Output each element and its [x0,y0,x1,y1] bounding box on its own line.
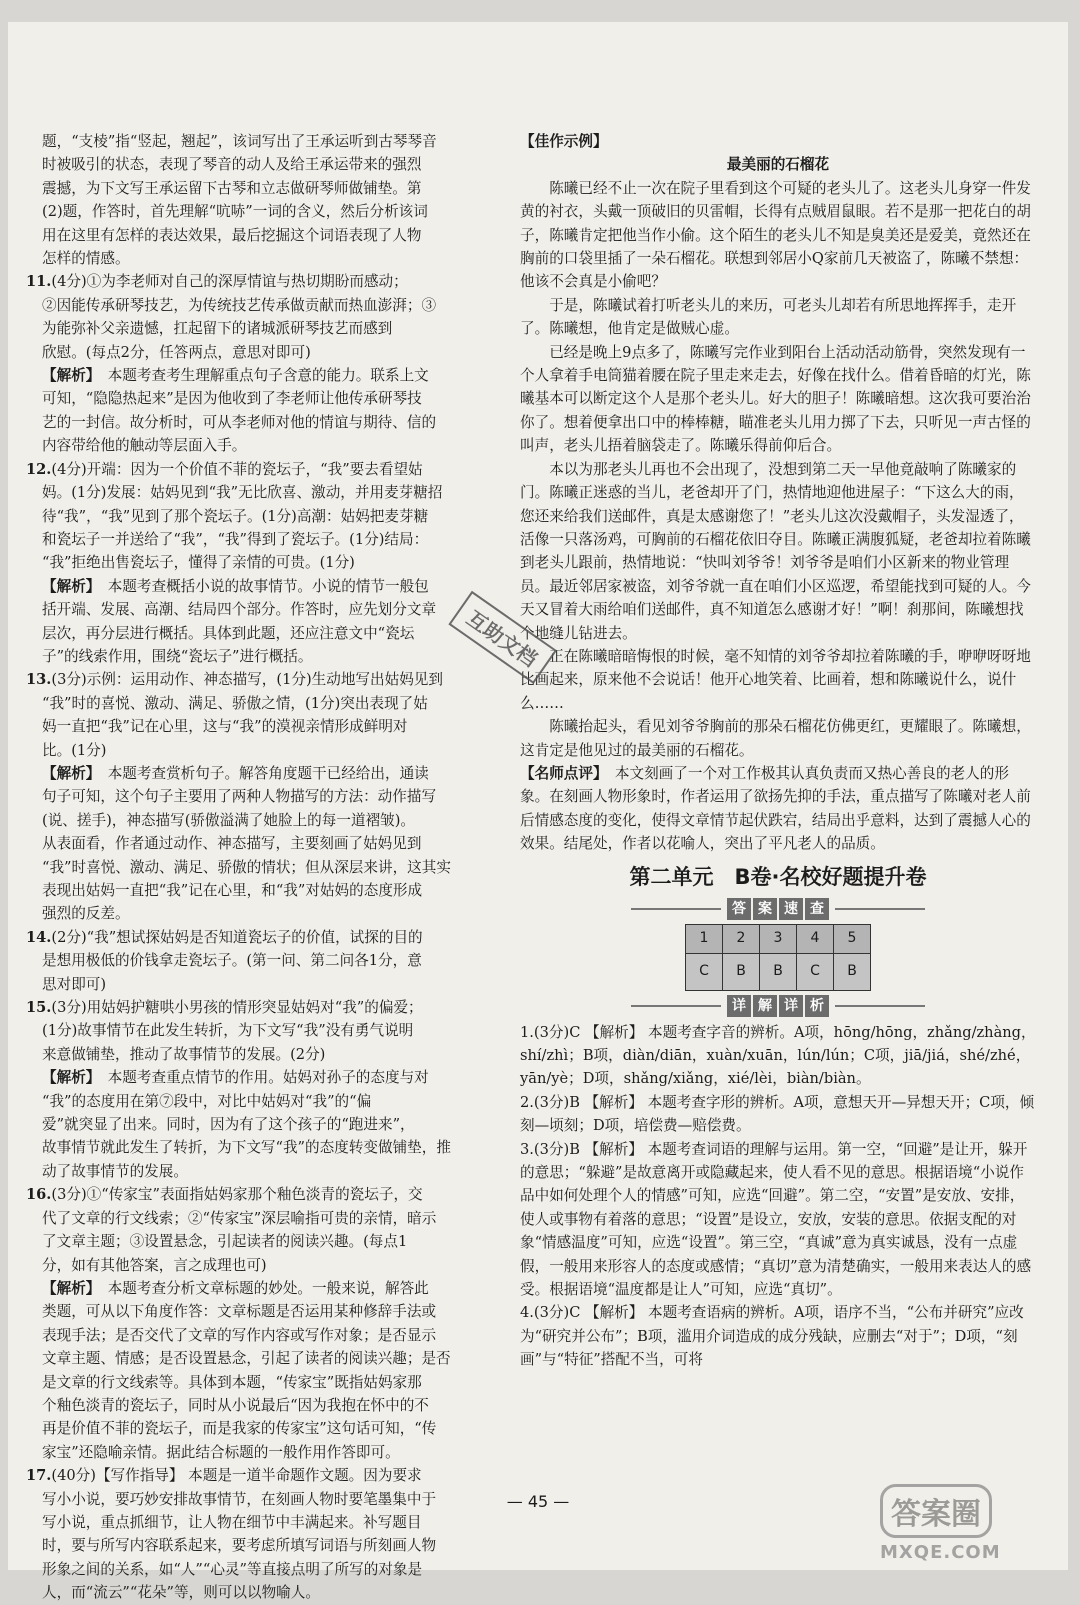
answer-line: 是想用极低的价钱拿走瓷坛子。(第一问、第二问各1分，意 [42,952,422,970]
unit-title: 第二单元 B卷·名校好题提升卷 [629,864,927,889]
analysis-line: “我”时喜悦、激动、满足、骄傲的情状；但从深层来讲，这其实 [42,858,451,876]
answer-line: (3分)示例：运用动作、神态描写，(1分)生动地写出姑妈见到 [51,671,443,689]
analysis-tag: 【解析】 [42,577,94,595]
detail-answer-2: 2.(3分)B 【解析】 本题考查字形的辨析。A项，意想天开—异想天开；C项，倾刻—顷刻；D项，培偿费—赔偿费。 [520,1093,1035,1135]
logo-url: MXQE.COM [880,1542,1001,1563]
answer-number-cell: 2 [723,924,760,953]
story-paragraph: 陈曦已经不止一次在院子里看到这个可疑的老头儿了。这老头儿身穿一件发黄的衬衣，头戴一顶破旧的贝雷帽，长得有点贼眉鼠眼。若不是那一把花白的胡子，陈曦肯定把他当作小偷。这个陌生的老头儿不知是臭美还是爱美，竟然还在胸前的口袋里插了一朵石榴花。联想到邻居小Q家前几天被盗了，陈曦不禁想：他该不会真是小偷吧？ [520,179,1031,291]
analysis-line: 是文章的行文线索等。具体到本题，“传家宝”既指姑妈家那 [42,1373,422,1391]
intro-block [26,130,520,270]
detail-answer-4: 4.(3分)C 【解析】 本题考查语病的辨析。A项，语序不当，“公布并研究”应改为“研究并公布”；B项，滥用介词造成的成分残缺，应删去“对于”；D项，“刻画”与“特征”搭配不当，可将 [520,1304,1024,1369]
answer-number: 12. [26,460,52,478]
comment-text: 本文刻画了一个对工作极其认真负责而又热心善良的老人的形象。在刻画人物形象时，作者运用了欲扬先抑的手法，重点描写了陈曦对老人前后情感态度的变化，使得文章情节起伏跌宕，结局出乎意料，达到了震撼人心的效果。结尾处，作者以花喻人，突出了平凡老人的品质。 [520,764,1031,853]
story-paragraph: 本以为那老头儿再也不会出现了，没想到第二天一早他竟敲响了陈曦家的门。陈曦正迷惑的当儿，老爸却开了门，热情地迎他进屋子：“下这么大的雨，您还来给我们送邮件，真是太感谢您了！”老头儿这次没戴帽子，头发湿透了，活像一只落汤鸡，可胸前的石榴花依旧夺目。陈曦正满腹狐疑，老爸却拉着陈曦到老头儿跟前，热情地说：“快叫刘爷爷！刘爷爷是咱们小区新来的物业管理员。最近邻居家被盗，刘爷爷就一直在咱们小区巡逻，希望能找到可疑的人。今天又冒着大雨给咱们送邮件，真不知道怎么感谢才好！”啊！刹那间，陈曦想找个地缝儿钻进去。 [520,460,1031,642]
analysis-line: 表现手法；是否交代了文章的写作内容或写作对象；是否显示 [42,1326,437,1344]
answer-13 [26,668,520,925]
banner-char: 答 [727,898,751,920]
answer-letter-cell: C [797,953,834,990]
answer-line: 代了文章的行文线索；②“传家宝”深层喻指可贵的亲情，暗示 [42,1209,437,1227]
watermark-text: 互助文档 [449,590,558,683]
analysis-line: 个釉色淡青的瓷坛子，同时从小说最后“因为我抱在怀中的不 [42,1396,429,1414]
answer-letter-cell: C [686,953,723,990]
answer-letter-cell: B [723,953,760,990]
answer-number: 13. [26,671,52,689]
analysis-tag: 【解析】 [42,1279,94,1297]
answer-number: 16. [26,1186,52,1204]
intro-line: 怎样的情感。 [42,250,130,268]
quick-answer-banner [520,896,1036,922]
answer-16 [26,1183,520,1464]
analysis-line: 句子可知，这个句子主要用了两种人物描写的方法：动作描写 [42,788,437,806]
analysis-tag: 【解析】 [42,367,94,385]
page-number: — 45 — [506,1492,570,1511]
answer-line: (2分)“我”想试探姑妈是否知道瓷坛子的价值，试探的目的 [51,928,423,946]
intro-line: (2)题，作答时，首先理解“吭哧”一词的含义，然后分析该词 [42,203,428,221]
intro-line: 题，“支棱”指“竖起，翘起”，该词写出了王承运听到古琴琴音 [42,133,437,150]
analysis-line: 艺的一封信。故分析时，可从李老师对他的情谊与期待、信的 [42,413,437,431]
answer-letter-cell: B [834,953,871,990]
analysis-line: 动了故事情节的发展。 [42,1162,188,1180]
right-column [520,130,1036,1372]
banner-char: 析 [805,995,829,1017]
answer-line: (4分)开端：因为一个价值不菲的瓷坛子，“我”要去看望姑 [51,460,423,478]
answer-line: ②因能传承研琴技艺，为传统技艺传承做贡献而热血澎湃；③ [42,296,437,314]
answer-line: 分，如有其他答案，言之成理也可) [42,1256,267,1274]
answer-number-cell: 3 [760,924,797,953]
answer-line: 形象之间的关系，如“人”“心灵”等直接点明了所写的对象是 [42,1560,423,1578]
comment-tag: 【名师点评】 [520,764,601,782]
analysis-line: 家宝”还隐喻亲情。据此结合标题的一般作用作答即可。 [42,1443,400,1461]
answer-line: (40分)【写作指导】 本题是一道半命题作文题。因为要求 [51,1467,422,1485]
analysis-line: 本题考查概括小说的故事情节。小说的情节一般包 [107,577,429,595]
banner-char: 查 [805,898,829,920]
answer-line: 写小小说，要巧妙安排故事情节，在刻画人物时要笔墨集中于 [42,1490,437,1508]
answer-line: 妈一直把“我”记在心里，这与“我”的漠视亲情形成鲜明对 [42,718,408,736]
analysis-line: 再是价值不菲的瓷坛子，而是我家的传家宝”这句话可知，“传 [42,1420,437,1438]
banner-char: 案 [753,898,777,920]
analysis-line: 本题考查分析文章标题的妙处。一般来说，解答此 [107,1279,429,1297]
answer-14 [26,926,520,996]
answer-line: (4分)①为李老师对自己的深厚情谊与热切期盼而感动； [51,273,408,291]
analysis-line: 本题考查重点情节的作用。姑妈对孙子的态度与对 [107,1069,429,1087]
story-paragraph: 正在陈曦暗暗悔恨的时候，毫不知情的刘爷爷却拉着陈曦的手，咿咿呀呀地比画起来，原来他不会说话！他开心地笑着、比画着，想和陈曦说什么，说什么…… [520,647,1031,712]
answer-15 [26,996,520,1183]
answer-17 [26,1464,520,1604]
analysis-line: 表现出姑妈一直把“我”记在心里，和“我”对姑妈的态度形成 [42,882,423,899]
detail-answer-1: 1.(3分)C 【解析】 本题考查字音的辨析。A项，hōng/hōng，zhǎng/zhàng，shí/zhì；B项，diàn/diān，xuàn/xuān，lún/lún；C项，jiā/jiá，shé/zhé，yān/yè；D项，shǎng/xiǎng，xié/lèi，biàn/biàn。 [520,1023,1036,1088]
answer-line: 欣慰。(每点2分，任答两点，意思对即可) [42,343,311,361]
answer-line: (1分)故事情节在此发生转折，为下文写“我”没有勇气说明 [42,1022,414,1040]
analysis-line: 本题考查赏析句子。解答角度题干已经给出，通读 [107,764,429,782]
banner-char: 解 [753,995,777,1017]
analysis-line: 内容带给他的触动等层面入手。 [42,437,247,455]
analysis-line: 类题，可从以下角度作答：文章标题是否运用某种修辞手法或 [42,1303,437,1321]
analysis-line: 可知，“隐隐热起来”是因为他收到了李老师让他传承研琴技 [42,390,422,408]
page [8,22,1068,1602]
analysis-line: 故事情节就此发生了转折，为下文写“我”的态度转变做铺垫，推 [42,1139,451,1157]
answer-number-cell: 5 [834,924,871,953]
banner-char: 速 [779,898,803,920]
answer-line: 人，而“流云”“花朵”等，则可以以物喻人。 [42,1584,320,1602]
answer-number: 14. [26,928,52,946]
analysis-line: 子”的线索作用，围绕“瓷坛子”进行概括。 [42,647,313,665]
banner-rule [631,908,721,910]
site-logo [880,1484,1040,1568]
intro-line: 用在这里有怎样的表达效果，最后挖掘这个词语表现了人物 [42,226,422,244]
story-paragraph: 已经是晚上9点多了，陈曦写完作业到阳台上活动活动筋骨，突然发现有一个人拿着手电筒猫着腰在院子里走来走去，好像在找什么。借着昏暗的灯光，陈曦基本可以断定这个人是那个老头儿。好大的胆子！陈曦暗想。这次我可要治治你了。想着便拿出口中的棒棒糖，瞄准老头儿用力掷了下去，只听见一声古怪的叫声，老头儿捂着脑袋走了。陈曦乐得前仰后合。 [520,343,1031,455]
story-paragraph: 陈曦抬起头，看见刘爷爷胸前的那朵石榴花仿佛更红，更耀眼了。陈曦想，这肯定是他见过的最美丽的石榴花。 [520,718,1031,759]
answer-number-row [686,924,871,953]
analysis-line: 强烈的反差。 [42,905,130,923]
analysis-tag: 【解析】 [42,764,94,782]
story-paragraph: 于是，陈曦试着打听老头儿的来历，可老头儿却若有所思地挥挥手，走开了。陈曦想，他肯定是做贼心虚。 [520,296,1017,338]
banner-char: 详 [779,995,803,1017]
answer-line: (3分)用姑妈护糖哄小男孩的情形突显姑妈对“我”的偏爱； [51,999,423,1017]
answer-number: 15. [26,999,52,1017]
answer-number-cell: 4 [797,924,834,953]
banner-char: 详 [727,995,751,1017]
story-title: 最美丽的石榴花 [726,156,830,174]
intro-line: 时被吸引的状态，表现了琴音的动人及给王承运带来的强烈 [42,156,422,174]
detail-answer-3: 3.(3分)B 【解析】 本题考查词语的理解与运用。第一空，“回避”是让开，躲开的意思；“躲避”是故意离开或隐藏起来，使人看不见的意思。根据语境“小说作品中如何处理个人的情感”可知，应选“回避”。第二空，“安置”是安放、安排，使人或事物有着落的意思；“设置”是设立，安放，安装的意思。依据支配的对象“情感温度”可知，应选“设置”。第三空，“真诚”意为真实诚恳，没有一点虚假，一般用来形容人的态度或感情；“真切”意为清楚确实，一般用来表达人的感受。根据语境“温度都是让人”可知，应选“真切”。 [520,1140,1032,1299]
intro-line: 震撼，为下文写王承运留下古琴和立志做研琴师做铺垫。第 [42,179,422,197]
banner-rule [631,1005,721,1007]
answer-line: 了文章主题；③设置悬念，引起读者的阅读兴趣。(每点1 [42,1233,408,1251]
answer-line: 妈。(1分)发展：姑妈见到“我”无比欣喜、激动，并用麦芽糖招 [42,484,443,502]
analysis-line: “我”的态度用在第⑦段中，对比中姑妈对“我”的“偏 [42,1092,372,1110]
answer-line: 比。(1分) [42,741,107,759]
analysis-line: 括开端、发展、高潮、结局四个部分。作答时，应先划分文章 [42,601,437,619]
logo-text: 答案圈 [880,1484,992,1538]
analysis-line: 从表面看，作者通过动作、神态描写，主要刻画了姑妈见到 [42,835,422,853]
left-column [26,130,520,1605]
answer-line: 来意做铺垫，推动了故事情节的发展。(2分) [42,1045,326,1063]
answer-line: 为能弥补父亲遗憾，扛起留下的诸城派研琴技艺而感到 [42,320,393,338]
analysis-line: 爱”就突显了出来。同时，因为有了这个孩子的“跑进来”， [42,1116,415,1134]
analysis-line: 层次，再分层进行概括。具体到此题，还应注意文中“瓷坛 [42,624,415,642]
analysis-tag: 【解析】 [42,1069,94,1087]
banner-rule [835,1005,925,1007]
answer-line: (3分)①“传家宝”表面指姑妈家那个釉色淡青的瓷坛子，交 [51,1186,423,1204]
answer-number: 17. [26,1467,52,1485]
answer-line: 写小说，重点抓细节，让人物在细节中丰满起来。补写题目 [42,1513,422,1531]
analysis-line: 本题考查考生理解重点句子含意的能力。联系上文 [107,367,429,385]
answer-number-cell: 1 [686,924,723,953]
answer-line: 时，要与所写内容联系起来，要考虑所填写词语与所刻画人物 [42,1537,437,1555]
answer-line: “我”拒绝出售瓷坛子，懂得了亲情的可贵。(1分) [42,554,355,572]
banner-rule [835,908,925,910]
answer-line: 和瓷坛子一并送给了“我”，“我”得到了瓷坛子。(1分)结局： [42,530,429,548]
answer-line: “我”时的喜悦、激动、满足、骄傲之情，(1分)突出表现了姑 [42,694,428,712]
detail-banner [520,993,1036,1019]
answer-number: 11. [26,273,52,291]
answer-letter-row [686,953,871,990]
analysis-line: 文章主题、情感；是否设置悬念，引起了读者的阅读兴趣；是否 [42,1350,451,1368]
answer-table [685,924,871,991]
analysis-line: (说、搓手)，神态描写(骄傲溢满了她脸上的每一道褶皱)。 [42,811,416,829]
answer-letter-cell: B [760,953,797,990]
example-tag: 【佳作示例】 [520,133,608,150]
answer-11 [26,270,520,457]
answer-line: 待“我”，“我”见到了那个瓷坛子。(1分)高潮：姑妈把麦芽糖 [42,507,429,525]
answer-line: 思对即可) [42,975,107,993]
